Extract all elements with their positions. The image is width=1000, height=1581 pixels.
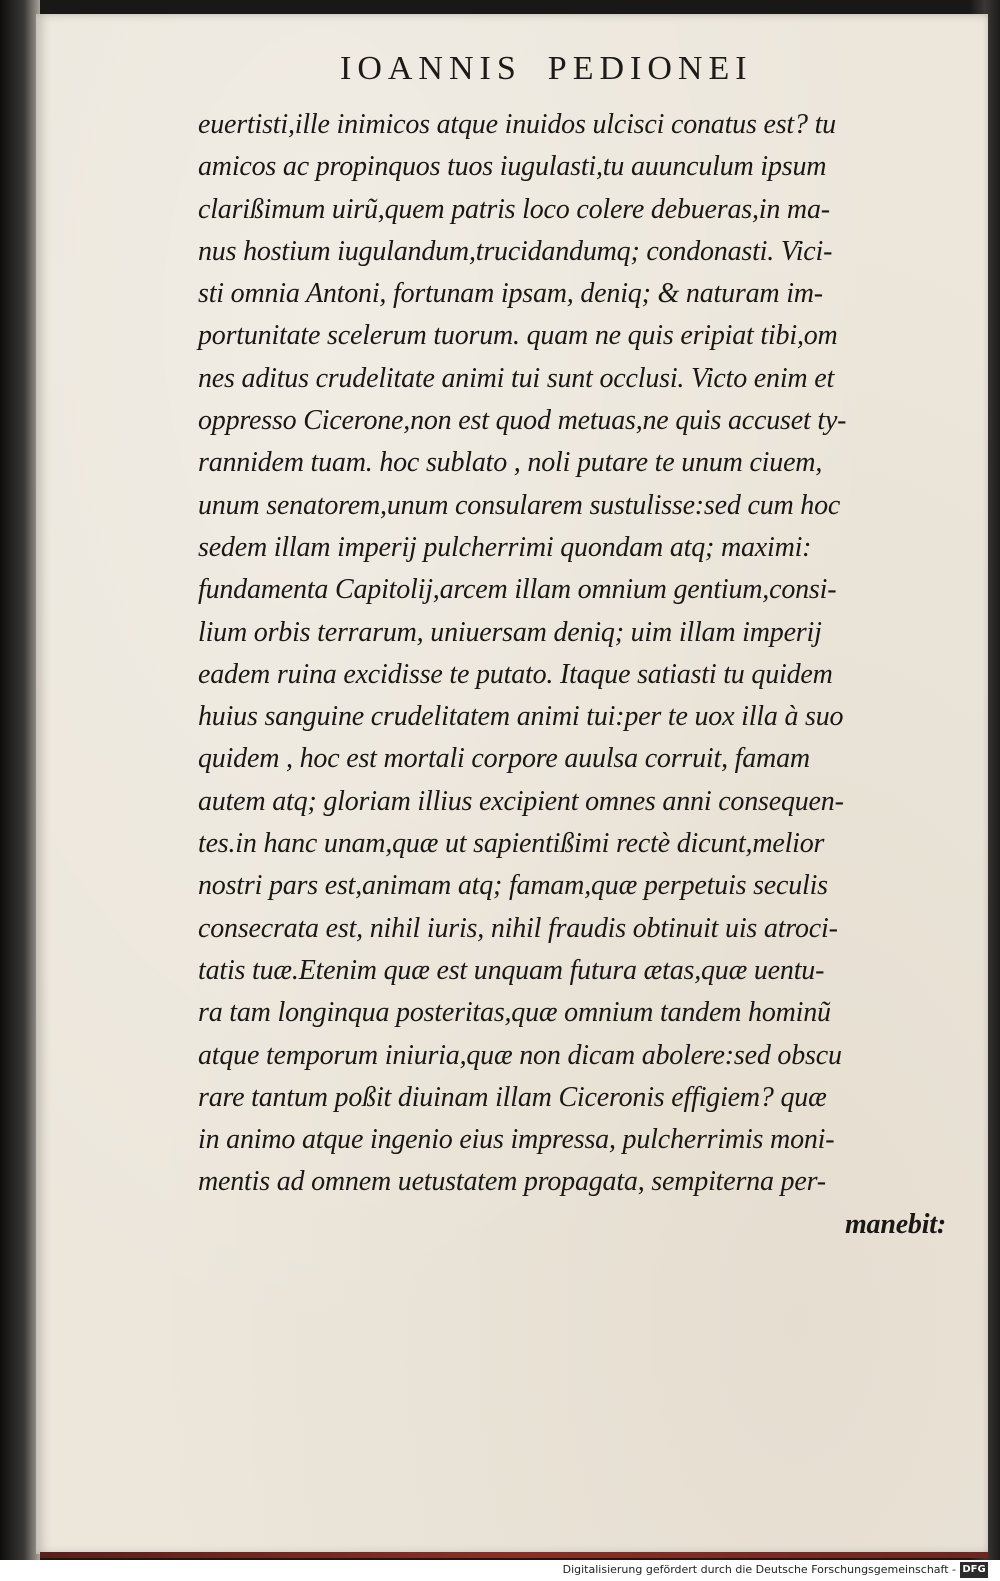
book-spine — [0, 0, 40, 1560]
text-line: unum senatorem,unum consularem sustulisse:sed cum hoc — [198, 489, 841, 521]
text-line: huius sanguine crudelitatem animi tui:per te uox illa à suo — [198, 701, 844, 733]
text-line: ra tam longinqua posteritas,quæ omnium tandem hominũ — [198, 997, 831, 1029]
dfg-logo-icon: DFG — [960, 1562, 988, 1578]
closing-line: manebit: — [844, 1208, 946, 1240]
text-line: tatis tuæ.Etenim quæ est unquam futura ætas,quæ uentu- — [198, 954, 825, 986]
text-line: atque temporum iniuria,quæ non dicam abolere:sed obscu — [198, 1039, 842, 1071]
text-line: eadem ruina excidisse te putato. Itaque satiasti tu quidem — [198, 658, 833, 690]
running-head-right: PEDIONEI — [547, 50, 753, 87]
text-line: nes aditus crudelitate animi tui sunt occlusi. Victo enim et — [198, 362, 835, 394]
text-line: clarißimum uirũ,quem patris loco colere debueras,in ma- — [198, 193, 830, 225]
body-text — [198, 104, 958, 1246]
text-line: amicos ac propinquos tuos iugulasti,tu auunculum ipsum — [198, 151, 827, 183]
text-line: fundamenta Capitolij,arcem illam omnium gentium,consi- — [198, 574, 837, 606]
text-line: rannidem tuam. hoc sublato , noli putare te unum ciuem, — [198, 447, 823, 479]
text-line: tes.in hanc unam,quæ ut sapientißimi rectè dicunt,melior — [198, 828, 825, 860]
text-line: sti omnia Antoni, fortunam ipsam, deniq; & naturam im- — [198, 278, 823, 310]
text-line: mentis ad omnem uetustatem propagata, sempiterna per- — [198, 1166, 826, 1198]
footer-credit: Digitalisierung gefördert durch die Deutsche Forschungsgemeinschaft - — [562, 1563, 956, 1576]
text-line: nus hostium iugulandum,trucidandumq; condonasti. Vici- — [198, 235, 833, 267]
running-head-left: IOANNIS — [340, 50, 522, 87]
text-line: lium orbis terrarum, uniuersam deniq; uim illam imperij — [198, 616, 822, 648]
text-line: oppresso Cicerone,non est quod metuas,ne quis accuset ty- — [198, 405, 847, 437]
text-line: rare tantum poßit diuinam illam Ciceronis effigiem? quæ — [198, 1081, 827, 1113]
text-line: sedem illam imperij pulcherrimi quondam atq; maximi: — [198, 531, 812, 563]
text-line: quidem , hoc est mortali corpore auulsa corruit, famam — [198, 743, 810, 775]
running-head — [340, 50, 820, 88]
text-line: portunitate scelerum tuorum. quam ne quis eripiat tibi,om — [198, 320, 838, 352]
text-line: in animo atque ingenio eius impressa, pulcherrimis moni- — [198, 1124, 835, 1156]
text-line: euertisti,ille inimicos atque inuidos ulcisci conatus est? tu — [198, 109, 836, 140]
text-line: consecrata est, nihil iuris, nihil fraudis obtinuit uis atroci- — [198, 912, 838, 944]
text-line: autem atq; gloriam illius excipient omnes anni consequen- — [198, 785, 844, 817]
page-edge — [40, 1552, 988, 1558]
text-line: nostri pars est,animam atq; famam,quæ perpetuis seculis — [198, 870, 828, 902]
